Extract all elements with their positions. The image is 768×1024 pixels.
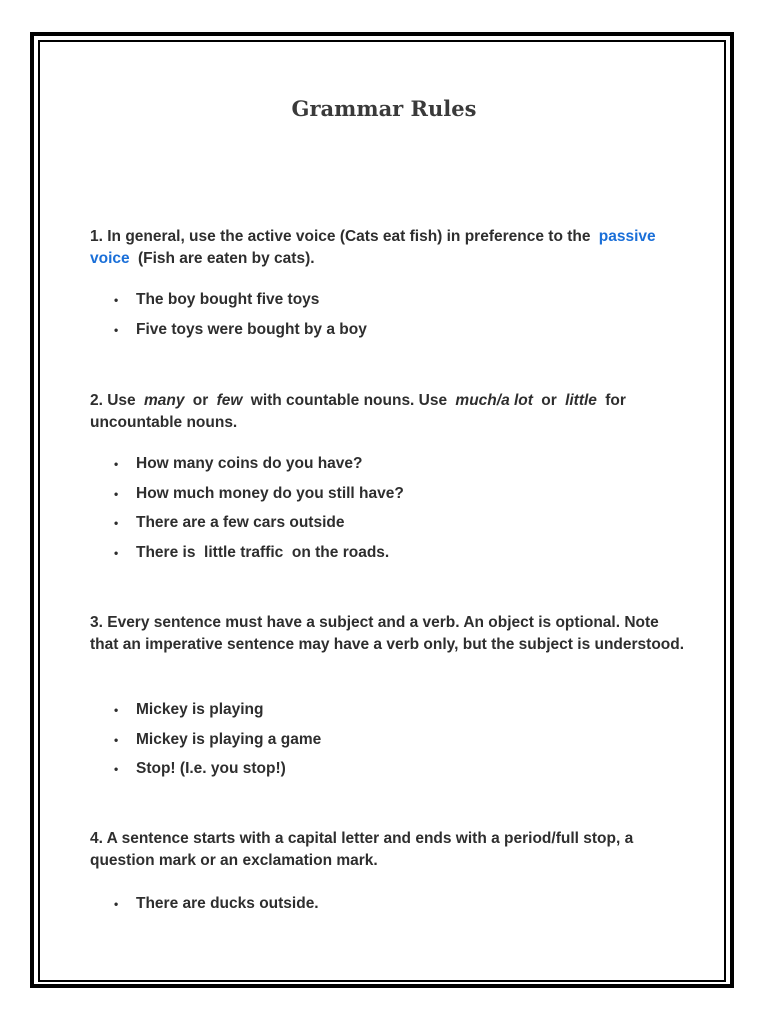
list-item — [110, 319, 367, 349]
example-text: Mickey is playing — [136, 701, 264, 718]
rule-1-text-part: 1. In general, use the active voice (Cats eat fish) in preference to the — [90, 228, 595, 245]
rule-2-text-part: or — [536, 392, 562, 409]
term-few: few — [216, 392, 243, 409]
page-title: Grammar Rules — [291, 96, 477, 121]
rule-3-examples — [110, 699, 321, 788]
rule-1-text-part: (Fish are eaten by cats). — [133, 250, 315, 267]
rule-2-text-part: or — [188, 392, 213, 409]
example-text: The boy bought five toys — [136, 291, 320, 308]
rule-4-text: 4. A sentence starts with a capital letter and ends with a period/full stop, a question mark or an exclamation mark. — [90, 830, 634, 869]
term-many: many — [143, 392, 185, 409]
term-little: little — [565, 392, 597, 409]
bullet-icon: • — [114, 545, 119, 560]
example-text: Stop! (I.e. you stop!) — [136, 760, 286, 777]
rule-4-examples — [110, 893, 319, 923]
rule-2-text-part: 2. Use — [90, 392, 140, 409]
rule-3-text: 3. Every sentence must have a subject and a verb. An object is optional. Note that an imperative sentence may have a verb only, but the subject is understood. — [90, 614, 685, 653]
list-item — [110, 699, 321, 729]
rule-2-text-part: for uncountable nouns. — [90, 392, 626, 431]
bullet-icon: • — [114, 703, 119, 717]
list-item — [110, 483, 404, 513]
bullet-icon: • — [114, 322, 119, 337]
example-text: Mickey is playing a game — [136, 730, 322, 748]
list-item — [110, 729, 321, 759]
example-text: How much money do you still have? — [136, 484, 404, 502]
term-much-a-lot: much/a lot — [455, 392, 533, 409]
list-item — [110, 453, 404, 483]
list-item — [110, 758, 321, 788]
example-text: There is little traffic on the roads. — [136, 543, 390, 561]
rule-2-text-part: with countable nouns. Use — [246, 392, 452, 409]
rule-2-examples — [110, 453, 404, 571]
bullet-icon: • — [114, 516, 119, 530]
bullet-icon: • — [114, 457, 119, 471]
bullet-icon: • — [114, 762, 119, 776]
list-item — [110, 893, 319, 923]
bullet-icon: • — [114, 486, 119, 501]
rule-1-examples — [110, 289, 367, 348]
bullet-icon: • — [114, 732, 119, 747]
example-text: Five toys were bought by a boy — [136, 320, 367, 338]
example-text: How many coins do you have? — [136, 455, 363, 472]
rule-2-text — [90, 390, 650, 434]
example-text: There are a few cars outside — [136, 514, 345, 531]
passive-voice-link[interactable]: passive voice — [90, 228, 656, 267]
rule-1-text — [90, 226, 690, 270]
bullet-icon: • — [114, 293, 119, 307]
list-item — [110, 289, 367, 319]
list-item — [110, 512, 404, 542]
list-item — [110, 542, 404, 572]
bullet-icon: • — [114, 897, 119, 911]
example-text: There are ducks outside. — [136, 895, 319, 912]
